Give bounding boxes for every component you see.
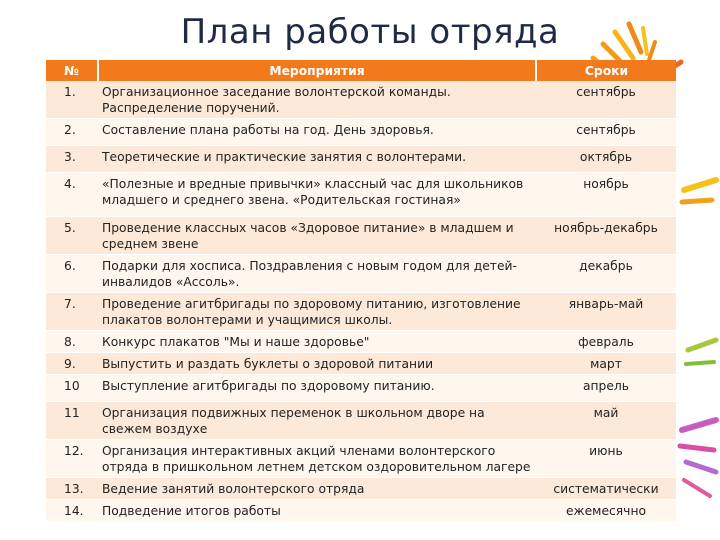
side-brush-strokes-icon xyxy=(676,150,720,540)
table-row xyxy=(46,500,676,522)
row-number: 11 xyxy=(46,402,98,440)
row-date: ноябрь xyxy=(536,173,676,217)
row-event: Организация подвижных переменок в школьном дворе на свежем воздухе xyxy=(98,402,536,440)
row-date: февраль xyxy=(536,331,676,353)
row-event: Организационное заседание волонтерской команды. Распределение поручений. xyxy=(98,81,536,119)
row-date: январь-май xyxy=(536,293,676,331)
plan-table xyxy=(46,60,676,522)
table-row xyxy=(46,217,676,255)
row-event: Составление плана работы на год. День здоровья. xyxy=(98,119,536,146)
table-row xyxy=(46,440,676,478)
row-date: декабрь xyxy=(536,255,676,293)
table-row xyxy=(46,146,676,173)
table-row xyxy=(46,478,676,500)
row-number: 14. xyxy=(46,500,98,522)
table-row xyxy=(46,402,676,440)
row-event: «Полезные и вредные привычки» классный час для школьников младшего и среднего звена. «Родительская гостиная» xyxy=(98,173,536,217)
row-date: ежемесячно xyxy=(536,500,676,522)
row-event: Подведение итогов работы xyxy=(98,500,536,522)
row-event: Выпустить и раздать буклеты о здоровой питании xyxy=(98,353,536,375)
row-event: Теоретические и практические занятия с волонтерами. xyxy=(98,146,536,173)
row-date: сентябрь xyxy=(536,81,676,119)
table-header-row xyxy=(46,60,676,81)
table-row xyxy=(46,173,676,217)
row-number: 13. xyxy=(46,478,98,500)
row-date: сентябрь xyxy=(536,119,676,146)
row-date: систематически xyxy=(536,478,676,500)
table-row xyxy=(46,375,676,402)
table-row xyxy=(46,255,676,293)
row-event: Проведение агитбригады по здоровому питанию, изготовление плакатов волонтерами и учащимися школы. xyxy=(98,293,536,331)
row-number: 10 xyxy=(46,375,98,402)
row-event: Ведение занятий волонтерского отряда xyxy=(98,478,536,500)
row-number: 8. xyxy=(46,331,98,353)
row-event: Организация интерактивных акций членами волонтерского отряда в пришкольном летнем детском оздоровительном лагере xyxy=(98,440,536,478)
row-event: Выступление агитбригады по здоровому питанию. xyxy=(98,375,536,402)
table-row xyxy=(46,293,676,331)
table-row xyxy=(46,353,676,375)
page-title: План работы отряда xyxy=(180,12,560,52)
table-row xyxy=(46,119,676,146)
row-date: апрель xyxy=(536,375,676,402)
header-events: Мероприятия xyxy=(98,60,536,81)
row-date: июнь xyxy=(536,440,676,478)
row-date: май xyxy=(536,402,676,440)
header-dates: Сроки xyxy=(536,60,676,81)
table-row xyxy=(46,331,676,353)
row-number: 9. xyxy=(46,353,98,375)
row-event: Подарки для хосписа. Поздравления с новым годом для детей-инвалидов «Ассоль». xyxy=(98,255,536,293)
row-date: ноябрь-декабрь xyxy=(536,217,676,255)
row-number: 1. xyxy=(46,81,98,119)
row-number: 4. xyxy=(46,173,98,217)
row-number: 7. xyxy=(46,293,98,331)
row-date: октябрь xyxy=(536,146,676,173)
header-number: № xyxy=(46,60,98,81)
row-date: март xyxy=(536,353,676,375)
row-number: 12. xyxy=(46,440,98,478)
row-event: Конкурс плакатов "Мы и наше здоровье" xyxy=(98,331,536,353)
table-row xyxy=(46,81,676,119)
row-number: 3. xyxy=(46,146,98,173)
row-number: 2. xyxy=(46,119,98,146)
row-number: 5. xyxy=(46,217,98,255)
row-event: Проведение классных часов «Здоровое питание» в младшем и среднем звене xyxy=(98,217,536,255)
row-number: 6. xyxy=(46,255,98,293)
